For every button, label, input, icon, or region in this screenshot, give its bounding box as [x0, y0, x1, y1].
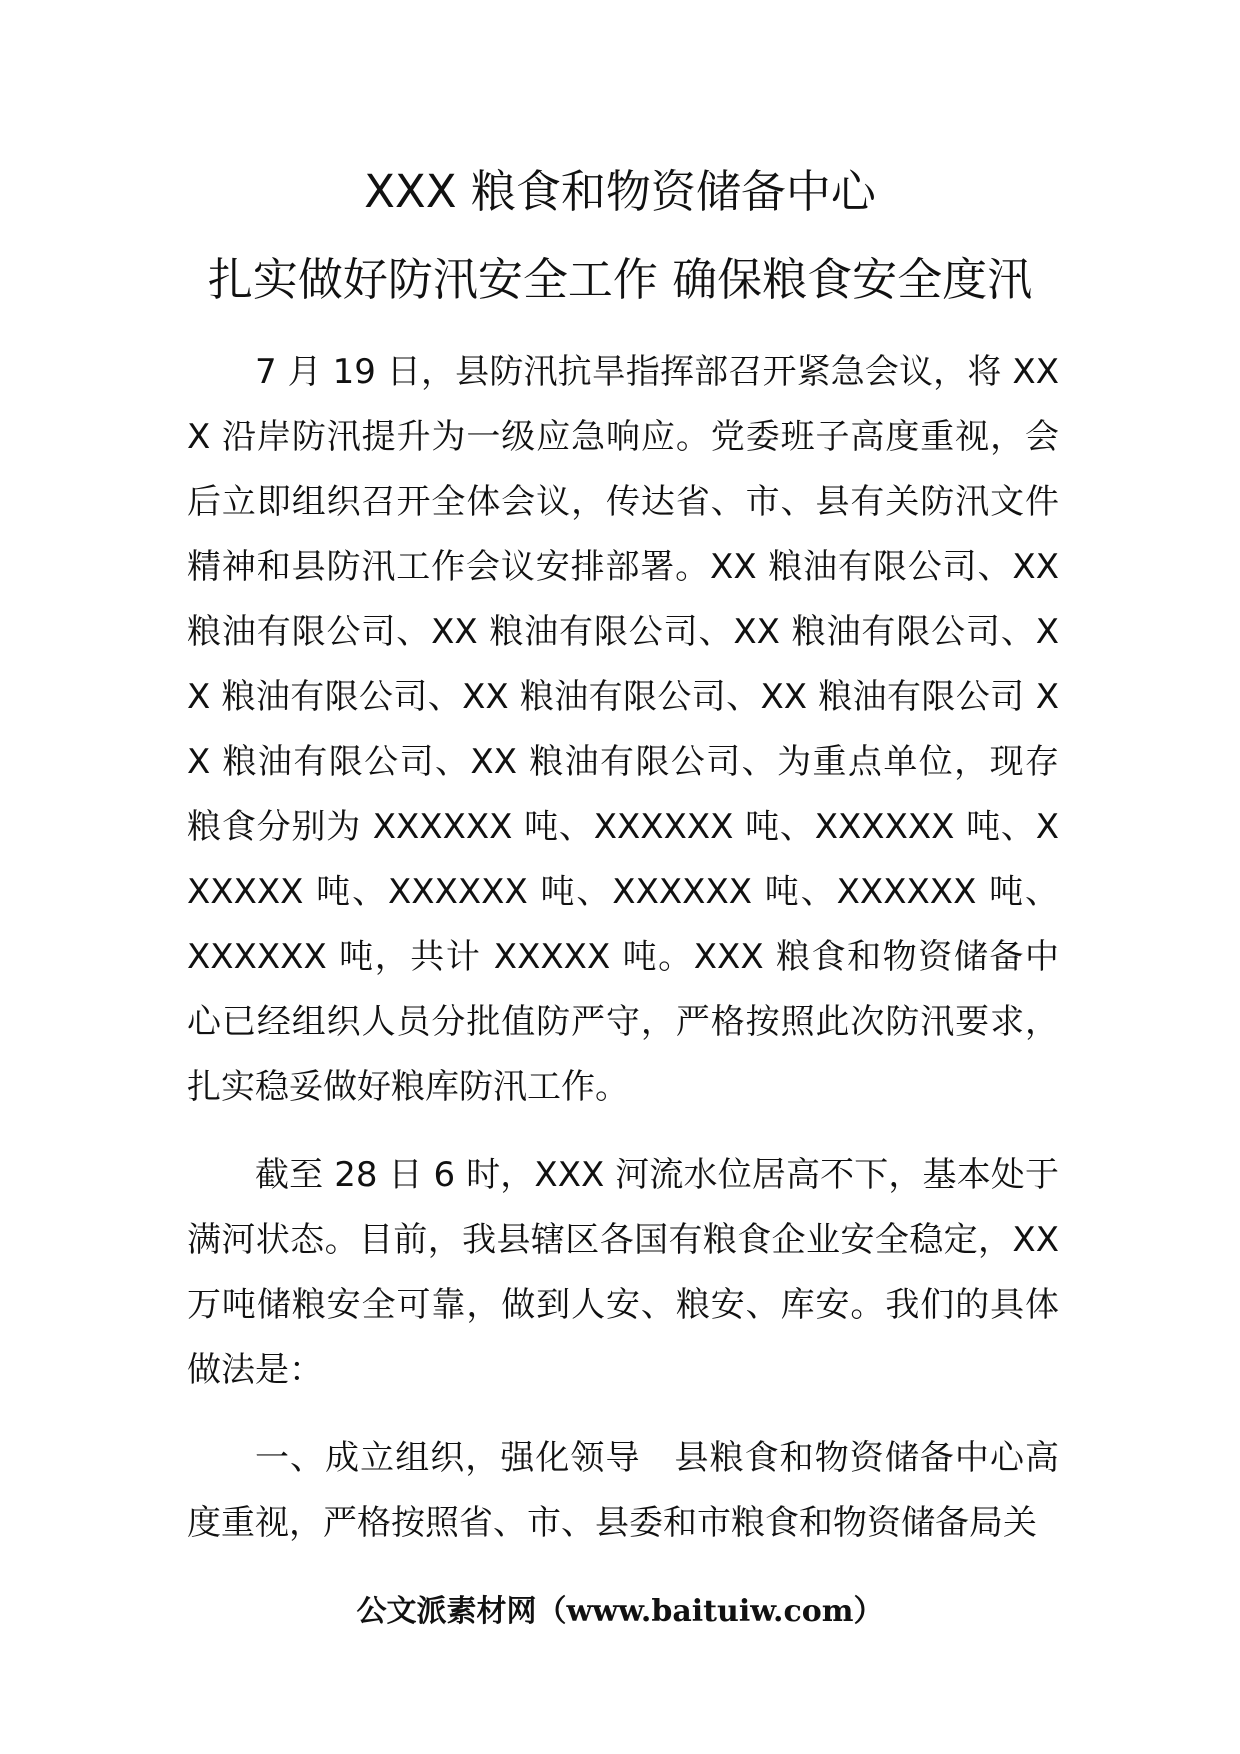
section-heading-1: 一、成立组织，强化领导 — [255, 1438, 641, 1478]
title-line-2: 扎实做好防汛安全工作 确保粮食安全度汛 — [207, 253, 1033, 306]
document-title — [160, 148, 1080, 324]
paragraph-3-text: 县粮食和物资储备中心高度重视，严格按照省、市、县委和市粮食和物资储备局关 — [187, 1438, 1060, 1543]
footer-watermark: 公文派素材网（www.baituiw.com） — [356, 1594, 884, 1629]
document-body — [187, 340, 1059, 1556]
paragraph-2: 截至 28 日 6 时，XXX 河流水位居高不下，基本处于满河状态。目前，我县辖区各国有粮食企业安全稳定，XX 万吨储粮安全可靠，做到人安、粮安、库安。我们的具体做法是： — [187, 1155, 1059, 1390]
paragraph-3 — [187, 1426, 1059, 1556]
title-line-1: XXX 粮食和物资储备中心 — [364, 165, 876, 218]
paragraph-1: 7 月 19 日，县防汛抗旱指挥部召开紧急会议，将 XXX 沿岸防汛提升为一级应急响应。党委班子高度重视，会后立即组织召开全体会议，传达省、市、县有关防汛文件精神和县防汛工作会议安排部署。XX 粮油有限公司、XX 粮油有限公司、XX 粮油有限公司、XX 粮油有限公司、XX 粮油有限公司、XX 粮油有限公司、XX 粮油有限公司 XX 粮油有限公司、XX 粮油有限公司、为重点单位，现存粮食分别为 XXXXXX 吨、XXXXXX 吨、XXXXXX 吨、XXXXXX 吨、XXXXXX 吨、XXXXXX 吨、XXXXXX 吨、XXXXXX 吨，共计 XXXXX 吨。XXX 粮食和物资储备中心已经组织人员分批值防严守，严格按照此次防汛要求，扎实稳妥做好粮库防汛工作。 — [187, 352, 1059, 1107]
